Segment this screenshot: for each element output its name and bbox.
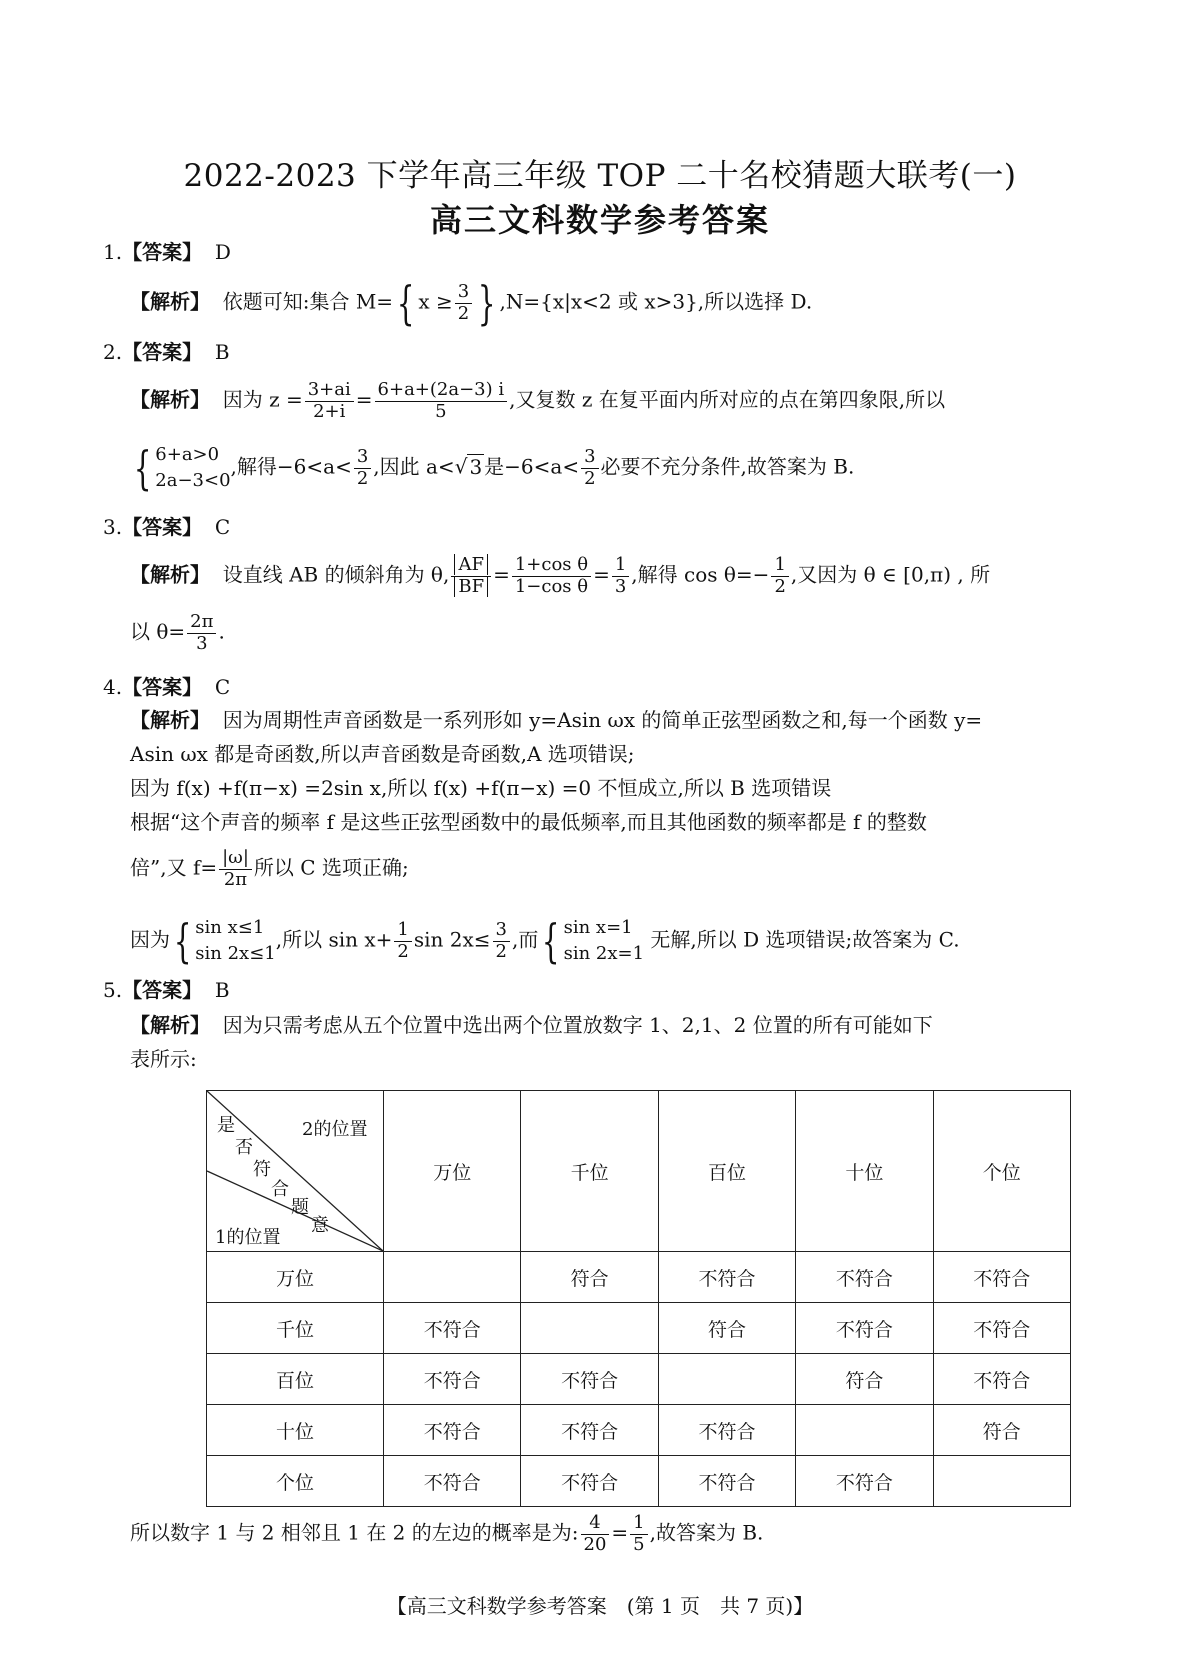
exam-subtitle: 高三文科数学参考答案 <box>429 201 770 239</box>
row-header: 千位 <box>207 1303 384 1354</box>
denominator: 2 <box>356 467 369 489</box>
q2-fraction-4 <box>581 447 598 489</box>
q2-text: 因为 z = <box>222 387 303 412</box>
q4-text-end: 所以 C 选项正确; <box>253 855 409 880</box>
q4-line6 <box>130 915 960 967</box>
q4-text: ,而 <box>511 927 539 952</box>
denominator: 2+i <box>313 400 346 422</box>
equals: = <box>355 387 373 412</box>
q1-analysis-line <box>130 276 813 330</box>
table-cell <box>796 1405 933 1456</box>
q5-number: 5. <box>103 978 123 1002</box>
q4-fraction-2 <box>394 920 411 962</box>
q4-line4: 根据“这个声音的频率 f 是这些正弦型函数中的最低频率,而且其他函数的频率都是 f 的整数 <box>130 810 927 834</box>
q3-text: 以 θ= <box>130 619 186 644</box>
equals: = <box>593 562 610 587</box>
q1-text-end: ,N={x|x<2 或 x>3},所以选择 D. <box>499 289 813 314</box>
q4-system-1 <box>195 915 275 967</box>
denominator: BF <box>454 576 488 597</box>
column-header: 百位 <box>658 1091 795 1252</box>
table-cell: 不符合 <box>796 1303 933 1354</box>
corner-middle-char: 否 <box>235 1137 253 1158</box>
analysis-label: 【解析】 <box>130 289 210 314</box>
q5-conclusion <box>130 1513 763 1555</box>
table-cell: 不符合 <box>933 1252 1070 1303</box>
table-cell: 不符合 <box>658 1456 795 1507</box>
position-table <box>206 1090 1071 1507</box>
answer-label: 【答案】 <box>122 515 203 539</box>
system-row: sin 2x≤1 <box>195 943 276 965</box>
q1-text: 依题可知:集合 M= <box>222 289 394 314</box>
q5-text-end: ,故答案为 B. <box>649 1520 764 1545</box>
q3-fraction-5 <box>187 612 216 654</box>
q4-text: 因为周期性声音函数是一系列形如 y=Asin ωx 的简单正弦型函数之和,每一个函数 y= <box>222 708 983 732</box>
q3-fraction-4 <box>771 555 788 597</box>
denominator: 2 <box>774 575 786 597</box>
system-row: sin x≤1 <box>195 917 265 938</box>
table-row <box>207 1252 1071 1303</box>
analysis-label: 【解析】 <box>130 708 210 732</box>
table-cell: 符合 <box>796 1354 933 1405</box>
q2-text-end: ,又复数 z 在复平面内所对应的点在第四象限,所以 <box>509 387 946 412</box>
q4-text: ,所以 sin x+ <box>275 927 393 952</box>
answer-label: 【答案】 <box>122 675 203 699</box>
q3-analysis-line1 <box>130 555 990 597</box>
numerator: 1 <box>630 1513 647 1535</box>
denominator: 3 <box>196 632 208 654</box>
table-cell: 不符合 <box>384 1456 521 1507</box>
table-cell: 不符合 <box>933 1303 1070 1354</box>
denominator: 2 <box>457 302 470 324</box>
table-cell: 不符合 <box>658 1252 795 1303</box>
q2-answer: B <box>214 340 230 364</box>
column-header: 个位 <box>933 1091 1070 1252</box>
system-row: 2a−3<0 <box>155 470 231 492</box>
numerator: 3 <box>493 920 510 942</box>
q4-answer: C <box>214 675 231 699</box>
q4-line5 <box>130 848 409 890</box>
denominator: 5 <box>633 1533 645 1555</box>
analysis-label: 【解析】 <box>130 562 210 587</box>
q3-fraction-1 <box>451 555 491 597</box>
q2-analysis-line1 <box>130 380 945 422</box>
corner-middle-char: 符 <box>253 1159 271 1180</box>
analysis-label: 【解析】 <box>130 1013 210 1037</box>
column-header: 千位 <box>521 1091 658 1252</box>
q5-fraction-1 <box>581 1513 610 1555</box>
table-cell: 符合 <box>933 1405 1070 1456</box>
q3-fraction-2 <box>512 555 591 597</box>
equals: = <box>493 562 510 587</box>
corner-middle-char: 题 <box>291 1197 309 1218</box>
analysis-label: 【解析】 <box>130 387 210 412</box>
column-header: 万位 <box>384 1091 521 1252</box>
q4-line3: 因为 f(x) +f(π−x) =2sin x,所以 f(x) +f(π−x) =0 不恒成立,所以 B 选项错误 <box>130 776 832 800</box>
numerator: 1 <box>394 920 411 942</box>
table-cell: 不符合 <box>933 1354 1070 1405</box>
brace-open: { <box>396 276 415 330</box>
q3-text-end: ,又因为 θ ∈ [0,π) , 所 <box>790 562 991 587</box>
q4-analysis-line1 <box>130 708 982 732</box>
q3-text: ,解得 cos θ=− <box>631 562 770 587</box>
system-row: sin 2x=1 <box>563 943 645 965</box>
column-header: 十位 <box>796 1091 933 1252</box>
system-row: sin x=1 <box>563 917 633 938</box>
q4-text: sin 2x≤ <box>413 927 491 952</box>
numerator: 3+ai <box>305 380 354 402</box>
exam-title: 2022-2023 下学年高三年级 TOP 二十名校猜题大联考(一) <box>183 158 1017 194</box>
table-cell: 不符合 <box>384 1303 521 1354</box>
table-row <box>207 1405 1071 1456</box>
q4-line2: Asin ωx 都是奇函数,所以声音函数是奇函数,A 选项错误; <box>130 742 635 766</box>
table-row <box>207 1303 1071 1354</box>
numerator: AF <box>454 554 488 575</box>
q3-answer-line <box>103 515 230 539</box>
table-cell <box>384 1252 521 1303</box>
row-header: 十位 <box>207 1405 384 1456</box>
system-brace: { <box>133 441 152 496</box>
numerator: |ω| <box>219 848 252 870</box>
table-row <box>207 1354 1071 1405</box>
q4-number: 4. <box>103 675 123 699</box>
q2-fraction-1 <box>305 380 354 422</box>
q5-answer-line <box>103 978 230 1002</box>
q2-system <box>155 442 230 494</box>
q3-analysis-line2 <box>130 612 225 654</box>
page-footer: 【高三文科数学参考答案 (第 1 页 共 7 页)】 <box>386 1594 814 1618</box>
q3-text-end: . <box>218 619 225 644</box>
corner-bottom-label: 1的位置 <box>215 1227 281 1248</box>
table-cell: 不符合 <box>521 1405 658 1456</box>
q2-fraction-2 <box>375 380 508 422</box>
corner-middle-char: 合 <box>271 1179 289 1200</box>
q3-text: 设直线 AB 的倾斜角为 θ, <box>222 562 450 587</box>
q1-answer-line <box>103 240 231 264</box>
q5-text: 所以数字 1 与 2 相邻且 1 在 2 的左边的概率是为: <box>130 1520 579 1545</box>
q4-text: 倍”,又 f= <box>130 855 218 880</box>
table-cell <box>521 1303 658 1354</box>
q2-text: ,因此 a< <box>373 454 455 479</box>
system-row: 6+a>0 <box>155 444 220 465</box>
q2-number: 2. <box>103 340 123 364</box>
numerator: 6+a+(2a−3) i <box>375 380 508 402</box>
q4-fraction-3 <box>493 920 510 962</box>
numerator: 1+cos θ <box>512 555 591 577</box>
table-cell: 符合 <box>658 1303 795 1354</box>
q2-fraction-3 <box>354 447 371 489</box>
denominator: 3 <box>614 575 627 597</box>
q1-fraction <box>455 282 472 324</box>
table-cell: 不符合 <box>521 1354 658 1405</box>
q5-text: 因为只需考虑从五个位置中选出两个位置放数字 1、2,1、2 位置的所有可能如下 <box>222 1013 933 1037</box>
table-cell: 不符合 <box>796 1252 933 1303</box>
q3-answer: C <box>214 515 231 539</box>
q4-fraction-1 <box>219 848 252 890</box>
q3-number: 3. <box>103 515 123 539</box>
row-header: 万位 <box>207 1252 384 1303</box>
sqrt-radicand: 3 <box>469 454 483 479</box>
row-header: 个位 <box>207 1456 384 1507</box>
table-header-row <box>207 1091 1071 1252</box>
q5-line2: 表所示: <box>130 1047 197 1071</box>
table-cell: 不符合 <box>796 1456 933 1507</box>
table-row <box>207 1456 1071 1507</box>
corner-middle-char: 意 <box>311 1215 329 1236</box>
table-cell: 不符合 <box>384 1405 521 1456</box>
table-cell: 不符合 <box>658 1405 795 1456</box>
denominator: 2 <box>584 467 596 489</box>
denominator: 5 <box>435 400 447 422</box>
q1-answer: D <box>214 240 231 264</box>
corner-middle-char: 是 <box>217 1115 235 1136</box>
denominator: 2 <box>397 940 409 962</box>
numerator: 4 <box>581 1513 610 1535</box>
q5-fraction-2 <box>630 1513 647 1555</box>
q3-fraction-3 <box>612 555 629 597</box>
numerator: 3 <box>581 447 598 469</box>
q5-answer: B <box>214 978 230 1002</box>
denominator: 1−cos θ <box>514 575 589 597</box>
q4-system-2 <box>564 915 644 967</box>
numerator: 1 <box>771 555 788 577</box>
q2-text: 是−6<a< <box>484 454 580 479</box>
table-cell <box>658 1354 795 1405</box>
denominator: 2π <box>223 868 248 890</box>
denominator: 20 <box>583 1533 607 1555</box>
table-cell: 不符合 <box>521 1456 658 1507</box>
denominator: 2 <box>495 940 507 962</box>
numerator: 2π <box>187 612 216 634</box>
table-corner-cell <box>207 1091 384 1252</box>
q4-answer-line <box>103 675 230 699</box>
equals: = <box>611 1520 629 1545</box>
q1-set-condition: x ≥ <box>418 289 453 314</box>
row-header: 百位 <box>207 1354 384 1405</box>
table-cell: 不符合 <box>384 1354 521 1405</box>
numerator: 3 <box>354 447 371 469</box>
q2-answer-line <box>103 340 230 364</box>
answer-label: 【答案】 <box>122 340 203 364</box>
corner-top-label: 2的位置 <box>302 1119 368 1140</box>
q4-text-end: 无解,所以 D 选项错误;故答案为 C. <box>650 927 960 952</box>
system-brace: { <box>173 914 192 969</box>
table-cell: 符合 <box>521 1252 658 1303</box>
system-brace: { <box>542 914 560 969</box>
brace-close: } <box>478 276 496 330</box>
answer-label: 【答案】 <box>122 978 203 1002</box>
q2-text: ,解得−6<a< <box>230 454 352 479</box>
q5-analysis-line1 <box>130 1013 933 1037</box>
q4-text: 因为 <box>130 927 170 952</box>
q2-text-end: 必要不充分条件,故答案为 B. <box>600 454 855 479</box>
numerator: 3 <box>455 282 472 304</box>
q1-number: 1. <box>103 240 123 264</box>
table-cell <box>933 1456 1070 1507</box>
answer-label: 【答案】 <box>122 240 203 264</box>
numerator: 1 <box>612 555 629 577</box>
q2-analysis-line2: { 6+a>0 2a−3<0,解得−6<a< $\frac{3}{2}$ ,因此 a<√ 3 是−6<a< $\frac{3}{2}$ 必要不充分条件,故答案为 B. <box>133 441 855 496</box>
